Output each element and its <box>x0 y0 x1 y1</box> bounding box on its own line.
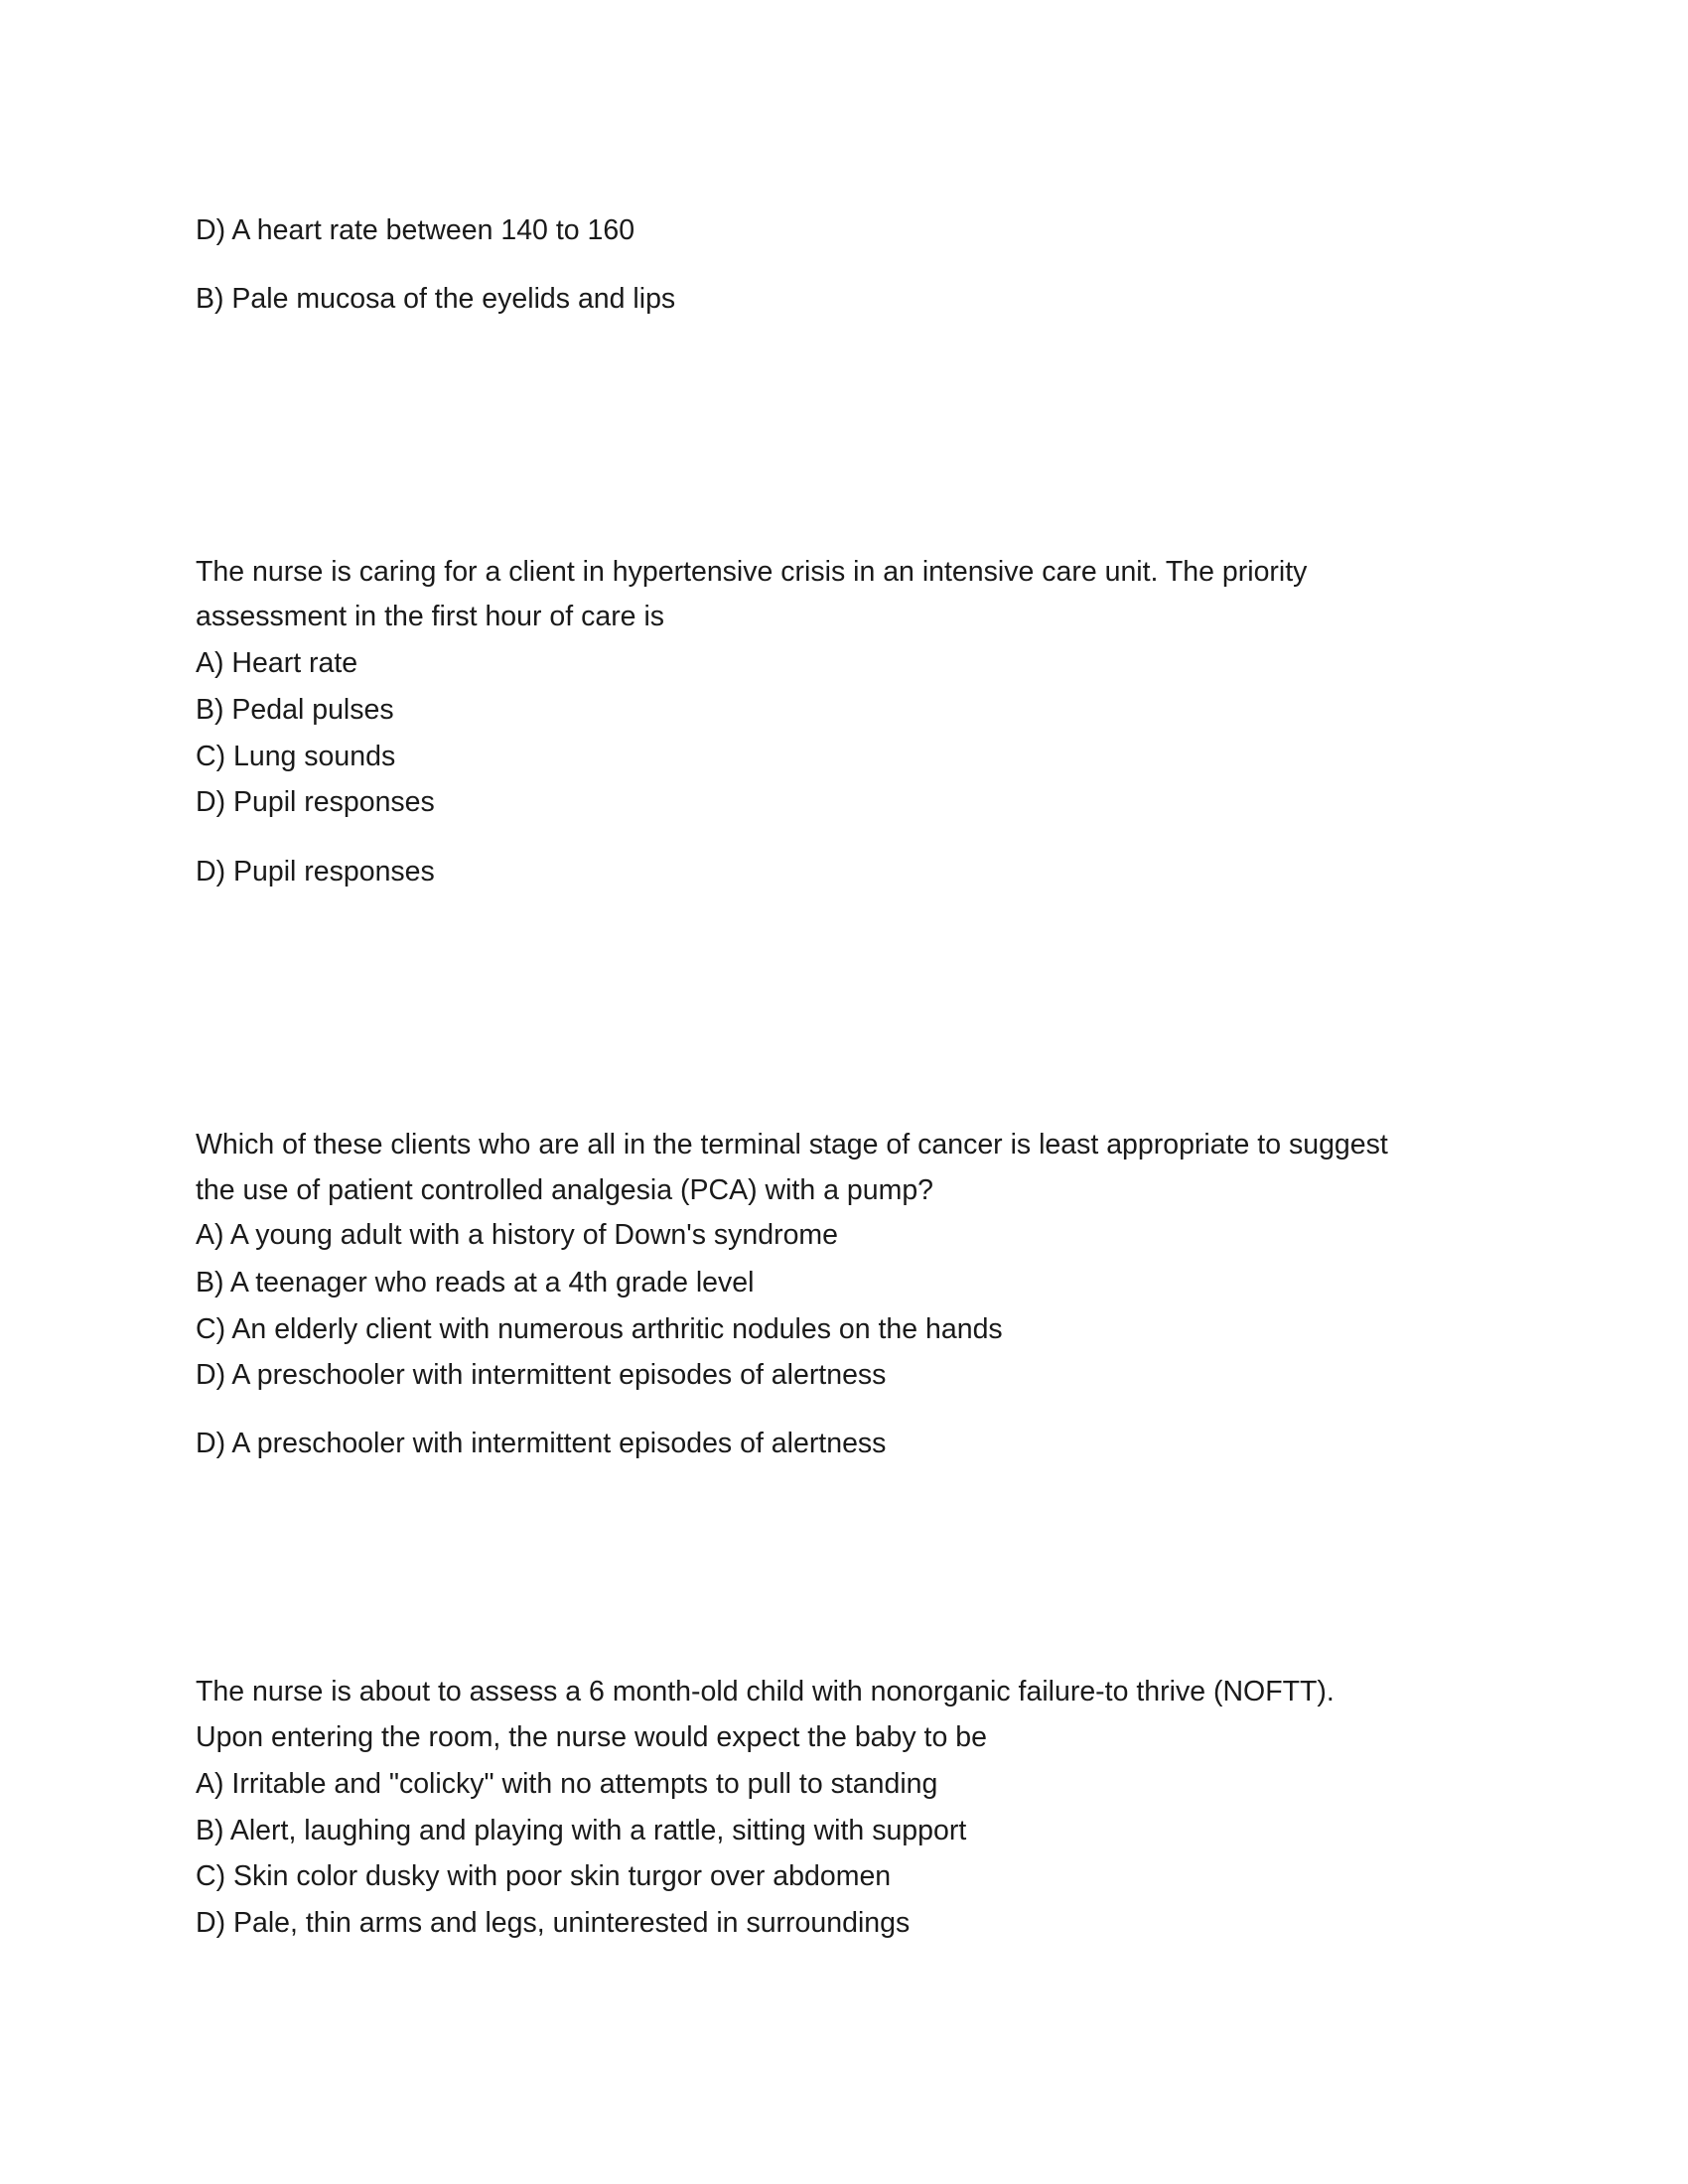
option: A) A young adult with a history of Down's syndrome <box>196 1219 839 1251</box>
option: D) A preschooler with intermittent episodes of alertness <box>196 1359 887 1391</box>
question-stem: Upon entering the room, the nurse would expect the baby to be <box>196 1721 987 1753</box>
option: D) Pale, thin arms and legs, uninterested in surroundings <box>196 1907 911 1939</box>
answer-text: D) A heart rate between 140 to 160 <box>196 214 635 246</box>
option: C) Skin color dusky with poor skin turgor over abdomen <box>196 1860 892 1892</box>
option: B) A teenager who reads at a 4th grade level <box>196 1267 755 1298</box>
answer-text: D) Pupil responses <box>196 856 435 887</box>
question-stem: assessment in the first hour of care is <box>196 601 665 632</box>
option: C) An elderly client with numerous arthritic nodules on the hands <box>196 1313 1003 1345</box>
option: B) Alert, laughing and playing with a rattle, sitting with support <box>196 1815 967 1846</box>
answer-text: D) A preschooler with intermittent episodes of alertness <box>196 1428 887 1459</box>
question-stem: The nurse is about to assess a 6 month-old child with nonorganic failure-to thrive (NOFTT). <box>196 1676 1335 1707</box>
option: A) Heart rate <box>196 647 358 679</box>
question-stem: the use of patient controlled analgesia (PCA) with a pump? <box>196 1174 934 1206</box>
option: C) Lung sounds <box>196 741 396 772</box>
option: B) Pedal pulses <box>196 694 394 726</box>
option: D) Pupil responses <box>196 786 435 818</box>
question-stem: Which of these clients who are all in the terminal stage of cancer is least appropriate to suggest <box>196 1129 1388 1160</box>
answer-text: B) Pale mucosa of the eyelids and lips <box>196 283 676 315</box>
option: A) Irritable and "colicky" with no attempts to pull to standing <box>196 1768 938 1800</box>
question-stem: The nurse is caring for a client in hypertensive crisis in an intensive care unit. The priority <box>196 556 1308 588</box>
